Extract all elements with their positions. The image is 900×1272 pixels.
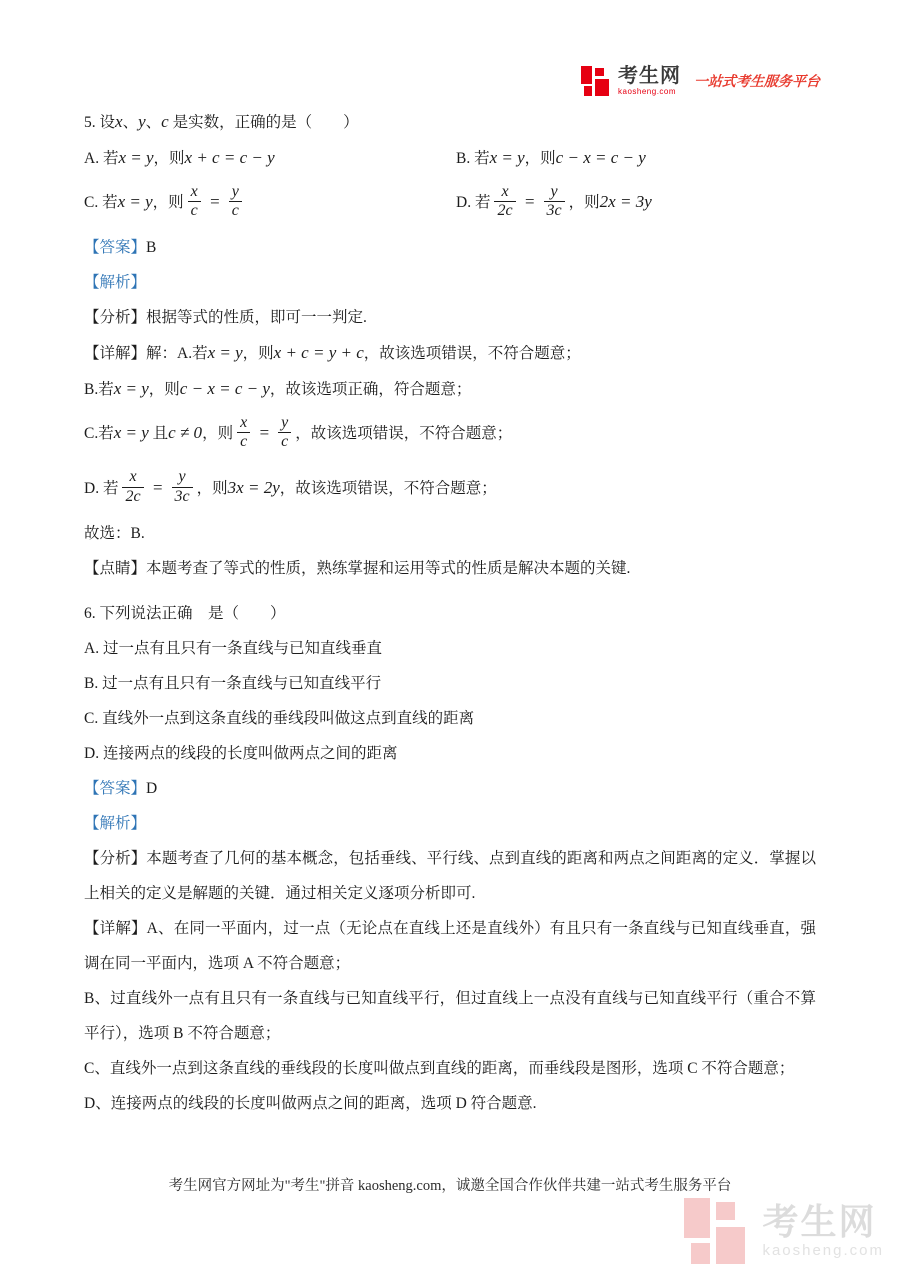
fraction: $\frac{y}{c}$ — [229, 183, 242, 221]
q5-xiangjie-b: B.若x = y，则c − x = c − y，故该选项正确，符合题意； — [84, 379, 472, 399]
q5-xiangjie-c: C.若x = y 且c ≠ 0，则 $\frac{x}{c}$ = $\frac{y}{c}$ ，故该选项错误，不符合题意； — [84, 413, 513, 451]
kaosheng-logo-icon — [581, 66, 611, 96]
q5-option-b: B. 若x = y，则c − x = c − y — [456, 148, 646, 167]
watermark-brand-name: 考生网 — [762, 1201, 877, 1242]
footer-note: 考生网官方网址为"考生"拼音 kaosheng.com，诚邀全国合作伙伴共建一站式考生服务平台 — [168, 1178, 732, 1194]
watermark-logo — [684, 1198, 884, 1264]
q5-option-d: D. 若 $\frac{x}{2c}$ = $\frac{y}{3c}$ ，则2x = 3y — [456, 182, 652, 219]
q6-stem: 6. 下列说法正确 是（ ） — [84, 604, 286, 622]
fraction: $\frac{x}{c}$ — [237, 414, 250, 452]
q5-option-a: A. 若x = y，则x + c = c − y — [84, 148, 275, 167]
fraction: $\frac{x}{2c}$ — [494, 183, 515, 221]
document-body — [0, 104, 900, 1121]
q5-xiangjie-d: D. 若 $\frac{x}{2c}$ = $\frac{y}{3c}$ ，则3x = 2y，故该选项错误，不符合题意； — [84, 468, 497, 505]
fraction: $\frac{x}{c}$ — [188, 183, 201, 221]
brand-domain: kaosheng.com — [618, 87, 677, 96]
q6-option-c: C. 直线外一点到这条直线的垂线段叫做这点到直线的距离 — [84, 709, 475, 727]
fraction: $\frac{x}{2c}$ — [122, 468, 143, 506]
q6-answer: 【答案】D — [84, 779, 158, 797]
q5-dianjing: 【点睛】本题考查了等式的性质，熟练掌握和运用等式的性质是解决本题的关键. — [84, 559, 631, 577]
q6-fenxi: 【分析】本题考查了几何的基本概念，包括垂线、平行线、点到直线的距离和两点之间距离的定义．掌握以上相关的定义是解题的关键．通过相关定义逐项分析即可. — [84, 849, 816, 902]
q6-xiangjie-b: B、过直线外一点有且只有一条直线与已知直线平行，但过直线上一点没有直线与已知直线平行（重合不算平行），选项 B 不符合题意； — [84, 989, 816, 1042]
q6-xiangjie-c: C、直线外一点到这条直线的垂线段的长度叫做点到直线的距离，而垂线段是图形，选项 C 不符合题意； — [84, 1059, 795, 1077]
brand-tagline: 一站式考生服务平台 — [693, 73, 821, 89]
kaosheng-logo — [581, 66, 820, 96]
brand-text — [618, 66, 681, 96]
q5-options-row-1 — [84, 140, 816, 176]
q6-option-d: D. 连接两点的线段的长度叫做两点之间的距离 — [84, 744, 398, 762]
q5-options-row-2 — [84, 176, 816, 230]
q5-conclusion: 故选：B. — [84, 524, 145, 542]
q6-option-b: B. 过一点有且只有一条直线与已知直线平行 — [84, 674, 382, 692]
q5-xiangjie-a: 【详解】解：A.若x = y，则x + c = y + c，故该选项错误，不符合题意； — [84, 343, 581, 363]
watermark-brand-domain: kaosheng.com — [762, 1242, 884, 1259]
q5-option-c: C. 若x = y，则 $\frac{x}{c}$ = $\frac{y}{c}$ — [84, 176, 456, 230]
q5-stem: 5. 设x、y、c 是实数，正确的是（ ） — [84, 112, 359, 131]
page-header — [0, 0, 900, 104]
q5-fenxi: 【分析】根据等式的性质，即可一一判定. — [84, 309, 367, 327]
q6-analysis-label: 【解析】 — [84, 814, 147, 832]
q5-answer: 【答案】B — [84, 239, 157, 257]
watermark-text — [762, 1201, 884, 1259]
q6-xiangjie-a: 【详解】A、在同一平面内，过一点（无论点在直线上还是直线外）有且只有一条直线与已知直线垂直，强调在同一平面内，选项 A 不符合题意； — [84, 919, 816, 972]
brand-name: 考生网 — [618, 65, 681, 87]
watermark-logo-icon — [684, 1198, 750, 1264]
fraction: $\frac{y}{c}$ — [278, 414, 291, 452]
q6-xiangjie-d: D、连接两点的线段的长度叫做两点之间的距离，选项 D 符合题意. — [84, 1094, 537, 1112]
fraction: $\frac{y}{3c}$ — [544, 183, 565, 221]
q5-analysis-label: 【解析】 — [84, 274, 147, 292]
q6-option-a: A. 过一点有且只有一条直线与已知直线垂直 — [84, 639, 382, 657]
fraction: $\frac{y}{3c}$ — [172, 468, 193, 506]
